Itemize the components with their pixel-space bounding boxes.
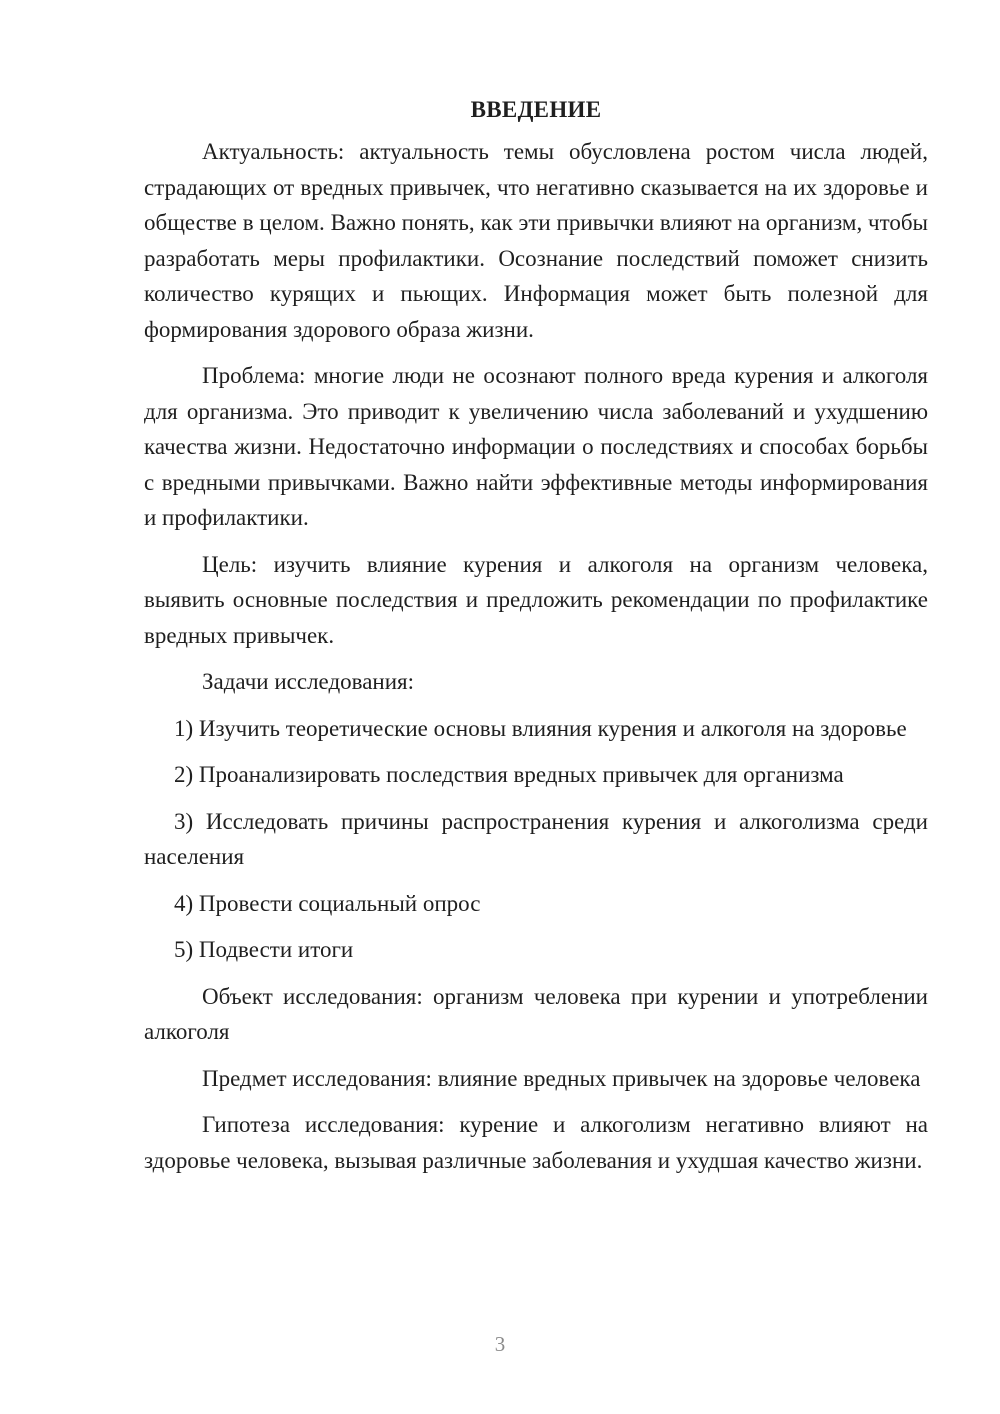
goal-paragraph: Цель: изучить влияние курения и алкоголя на организм человека, выявить основные последствия и предложить рекомендации по профилактике вредных привычек. bbox=[144, 551, 928, 648]
task-item-2: 2) Проанализировать последствия вредных привычек для организма bbox=[174, 762, 844, 787]
problem-paragraph: Проблема: многие люди не осознают полного вреда курения и алкоголя для организма. Это приводит к увеличению числа заболеваний и ухудшению качества жизни. Недостаточно информации о последствиях и способах борьбы с вредными привычками. Важно найти эффективные методы информирования и профилактики. bbox=[144, 363, 928, 530]
document-page bbox=[144, 92, 928, 1189]
tasks-heading: Задачи исследования: bbox=[202, 669, 415, 694]
object-paragraph: Объект исследования: организм человека при курении и употреблении алкоголя bbox=[144, 983, 928, 1044]
subject-paragraph: Предмет исследования: влияние вредных привычек на здоровье человека bbox=[202, 1065, 921, 1091]
task-item-1: 1) Изучить теоретические основы влияния курения и алкоголя на здоровье bbox=[174, 715, 907, 741]
task-item-4: 4) Провести социальный опрос bbox=[174, 890, 481, 916]
hypothesis-paragraph: Гипотеза исследования: курение и алкоголизм негативно влияют на здоровье человека, вызывая различные заболевания и ухудшая качество жизни. bbox=[144, 1112, 928, 1173]
section-title: ВВЕДЕНИЕ bbox=[470, 97, 602, 122]
relevance-paragraph: Актуальность: актуальность темы обусловлена ростом числа людей, страдающих от вредных привычек, что негативно сказывается на их здоровье и обществе в целом. Важно понять, как эти привычки влияют на организм, чтобы разработать меры профилактики. Осознание последствий поможет снизить количество курящих и пьющих. Информация может быть полезной для формирования здорового образа жизни. bbox=[144, 139, 928, 342]
task-item-5: 5) Подвести итоги bbox=[174, 937, 354, 962]
task-item-3: 3) Исследовать причины распространения курения и алкоголизма среди населения bbox=[144, 808, 928, 869]
page-number: 3 bbox=[494, 1332, 506, 1356]
